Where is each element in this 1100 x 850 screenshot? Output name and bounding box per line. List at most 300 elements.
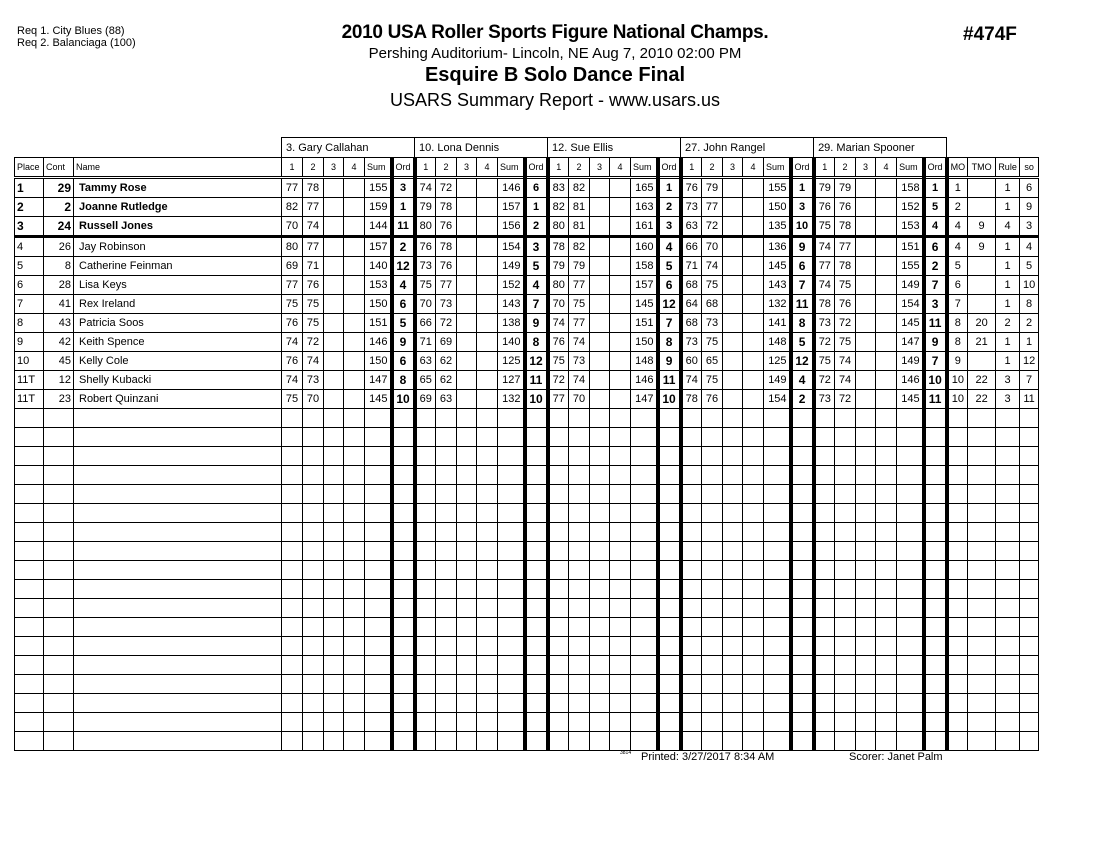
- score-1-cell: 76: [282, 352, 303, 371]
- score-4-cell: [743, 352, 764, 371]
- empty-cell: [723, 656, 743, 675]
- empty-cell: [548, 637, 569, 656]
- score-2-cell: 72: [436, 178, 457, 198]
- empty-cell: [631, 599, 658, 618]
- ordinal-cell: 5: [791, 333, 814, 352]
- spacer: [947, 138, 1039, 158]
- empty-cell: [723, 675, 743, 694]
- empty-cell: [723, 732, 743, 751]
- empty-cell: [344, 504, 365, 523]
- empty-cell: [743, 428, 764, 447]
- empty-cell: [590, 656, 610, 675]
- empty-cell: [74, 732, 282, 751]
- empty-cell: [947, 599, 968, 618]
- sum-cell: 151: [897, 237, 924, 257]
- score-3-cell: [324, 371, 344, 390]
- empty-cell: [996, 485, 1020, 504]
- score-4-cell: [876, 333, 897, 352]
- ordinal-cell: 10: [924, 371, 947, 390]
- score-2-cell: 82: [569, 237, 590, 257]
- empty-cell: [344, 599, 365, 618]
- empty-cell: [764, 732, 791, 751]
- empty-cell: [791, 504, 814, 523]
- mo-cell: 9: [947, 352, 968, 371]
- ordinal-cell: 3: [525, 237, 548, 257]
- empty-cell: [764, 713, 791, 732]
- ordinal-cell: 10: [392, 390, 415, 409]
- column-header-name: Name: [74, 158, 282, 178]
- empty-cell: [1020, 580, 1039, 599]
- empty-cell: [876, 580, 897, 599]
- empty-cell: [996, 732, 1020, 751]
- empty-cell: [610, 523, 631, 542]
- judge-name-header: 29. Marian Spooner: [814, 138, 947, 158]
- sum-cell: 150: [631, 333, 658, 352]
- empty-cell: [392, 580, 415, 599]
- sum-cell: 143: [498, 295, 525, 314]
- empty-cell: [303, 637, 324, 656]
- score-2-cell: 75: [303, 314, 324, 333]
- empty-cell: [968, 447, 996, 466]
- empty-cell: [947, 656, 968, 675]
- empty-cell: [392, 561, 415, 580]
- empty-cell: [856, 675, 876, 694]
- empty-cell: [415, 580, 436, 599]
- tmo-cell: 22: [968, 371, 996, 390]
- empty-cell: [436, 561, 457, 580]
- empty-cell: [74, 694, 282, 713]
- score-2-cell: 76: [303, 276, 324, 295]
- score-3-cell: [723, 390, 743, 409]
- column-header-ord: Ord: [525, 158, 548, 178]
- empty-cell: [44, 561, 74, 580]
- empty-cell: [702, 599, 723, 618]
- empty-cell: [856, 561, 876, 580]
- empty-cell: [658, 675, 681, 694]
- result-row: [15, 295, 1039, 314]
- empty-cell: [723, 409, 743, 428]
- score-3-cell: [856, 276, 876, 295]
- score-4-cell: [876, 276, 897, 295]
- empty-cell: [324, 694, 344, 713]
- empty-cell: [996, 504, 1020, 523]
- empty-cell: [658, 637, 681, 656]
- column-header-mo: MO: [947, 158, 968, 178]
- empty-cell: [548, 428, 569, 447]
- score-1-cell: 74: [814, 276, 835, 295]
- empty-cell: [415, 447, 436, 466]
- empty-cell: [610, 656, 631, 675]
- empty-cell: [702, 447, 723, 466]
- ordinal-cell: 11: [392, 217, 415, 237]
- event-number: #474F: [963, 24, 1017, 45]
- empty-cell: [436, 542, 457, 561]
- empty-cell: [392, 675, 415, 694]
- empty-cell: [44, 732, 74, 751]
- empty-cell: [74, 675, 282, 694]
- ordinal-cell: 6: [392, 295, 415, 314]
- report-code: 3814: [620, 750, 632, 756]
- score-1-cell: 72: [548, 371, 569, 390]
- empty-cell: [457, 409, 477, 428]
- ordinal-cell: 8: [791, 314, 814, 333]
- score-1-cell: 78: [548, 237, 569, 257]
- score-1-cell: 76: [548, 333, 569, 352]
- empty-cell: [569, 580, 590, 599]
- empty-cell: [924, 580, 947, 599]
- score-1-cell: 79: [415, 198, 436, 217]
- empty-cell: [344, 618, 365, 637]
- score-1-cell: 60: [681, 352, 702, 371]
- ordinal-cell: 12: [658, 295, 681, 314]
- judge-name-header: 10. Lona Dennis: [415, 138, 548, 158]
- empty-cell: [743, 466, 764, 485]
- sum-cell: 149: [498, 257, 525, 276]
- empty-cell: [415, 523, 436, 542]
- empty-cell: [365, 675, 392, 694]
- empty-cell: [947, 694, 968, 713]
- empty-cell: [924, 694, 947, 713]
- empty-cell: [569, 428, 590, 447]
- empty-cell: [791, 580, 814, 599]
- empty-cell: [590, 694, 610, 713]
- empty-cell: [457, 428, 477, 447]
- score-4-cell: [610, 314, 631, 333]
- empty-cell: [282, 561, 303, 580]
- empty-cell: [303, 656, 324, 675]
- empty-cell: [702, 732, 723, 751]
- score-3-cell: [723, 276, 743, 295]
- column-header-score: 2: [702, 158, 723, 178]
- empty-cell: [610, 580, 631, 599]
- contestant-number-cell: 23: [44, 390, 74, 409]
- empty-cell: [835, 523, 856, 542]
- sum-cell: 158: [897, 178, 924, 198]
- empty-cell: [743, 732, 764, 751]
- empty-row: [15, 732, 1039, 751]
- empty-cell: [835, 504, 856, 523]
- empty-row: [15, 466, 1039, 485]
- request-2: Req 2. Balanciaga (100): [17, 37, 136, 49]
- score-1-cell: 66: [681, 237, 702, 257]
- empty-cell: [365, 485, 392, 504]
- empty-cell: [835, 542, 856, 561]
- empty-cell: [702, 485, 723, 504]
- empty-cell: [702, 580, 723, 599]
- mo-cell: 10: [947, 390, 968, 409]
- empty-cell: [477, 599, 498, 618]
- empty-cell: [814, 675, 835, 694]
- judge-name-header: 3. Gary Callahan: [282, 138, 415, 158]
- empty-cell: [324, 504, 344, 523]
- empty-cell: [764, 675, 791, 694]
- empty-cell: [996, 523, 1020, 542]
- score-1-cell: 80: [282, 237, 303, 257]
- empty-cell: [344, 542, 365, 561]
- column-header-score: 1: [415, 158, 436, 178]
- score-1-cell: 68: [681, 276, 702, 295]
- score-3-cell: [723, 257, 743, 276]
- score-2-cell: 73: [702, 314, 723, 333]
- contestant-number-cell: 8: [44, 257, 74, 276]
- empty-cell: [876, 694, 897, 713]
- score-2-cell: 62: [436, 371, 457, 390]
- so-cell: 10: [1020, 276, 1039, 295]
- mo-cell: 6: [947, 276, 968, 295]
- empty-cell: [814, 580, 835, 599]
- skater-name-cell: Lisa Keys: [74, 276, 282, 295]
- result-row: [15, 314, 1039, 333]
- empty-cell: [344, 409, 365, 428]
- empty-cell: [498, 656, 525, 675]
- score-1-cell: 75: [814, 217, 835, 237]
- score-1-cell: 63: [415, 352, 436, 371]
- score-3-cell: [590, 198, 610, 217]
- empty-cell: [835, 599, 856, 618]
- empty-cell: [74, 485, 282, 504]
- empty-cell: [743, 637, 764, 656]
- empty-cell: [996, 466, 1020, 485]
- empty-cell: [548, 656, 569, 675]
- empty-cell: [723, 580, 743, 599]
- empty-cell: [344, 580, 365, 599]
- empty-cell: [631, 618, 658, 637]
- empty-cell: [702, 561, 723, 580]
- tmo-cell: 21: [968, 333, 996, 352]
- empty-cell: [924, 599, 947, 618]
- empty-cell: [324, 485, 344, 504]
- empty-cell: [702, 466, 723, 485]
- empty-cell: [303, 618, 324, 637]
- sum-cell: 127: [498, 371, 525, 390]
- sum-cell: 146: [365, 333, 392, 352]
- sum-cell: 136: [764, 237, 791, 257]
- score-4-cell: [344, 314, 365, 333]
- empty-row: [15, 409, 1039, 428]
- empty-cell: [968, 732, 996, 751]
- result-row: [15, 352, 1039, 371]
- score-2-cell: 76: [436, 217, 457, 237]
- ordinal-cell: 5: [658, 257, 681, 276]
- empty-cell: [324, 637, 344, 656]
- ordinal-cell: 11: [525, 371, 548, 390]
- sum-cell: 155: [764, 178, 791, 198]
- empty-cell: [814, 485, 835, 504]
- score-2-cell: 70: [569, 390, 590, 409]
- score-2-cell: 62: [436, 352, 457, 371]
- sum-cell: 132: [764, 295, 791, 314]
- score-2-cell: 79: [835, 178, 856, 198]
- column-header-score: 1: [814, 158, 835, 178]
- empty-cell: [835, 732, 856, 751]
- score-2-cell: 75: [835, 333, 856, 352]
- empty-cell: [74, 561, 282, 580]
- empty-cell: [876, 447, 897, 466]
- empty-cell: [968, 656, 996, 675]
- empty-cell: [457, 732, 477, 751]
- empty-cell: [477, 523, 498, 542]
- score-3-cell: [324, 237, 344, 257]
- empty-cell: [968, 637, 996, 656]
- ordinal-cell: 4: [525, 276, 548, 295]
- empty-cell: [324, 713, 344, 732]
- sum-cell: 125: [498, 352, 525, 371]
- empty-cell: [15, 523, 44, 542]
- score-2-cell: 79: [702, 178, 723, 198]
- empty-cell: [835, 637, 856, 656]
- mo-cell: 4: [947, 217, 968, 237]
- empty-row: [15, 428, 1039, 447]
- empty-cell: [631, 580, 658, 599]
- score-4-cell: [477, 217, 498, 237]
- empty-cell: [415, 599, 436, 618]
- score-2-cell: 77: [303, 198, 324, 217]
- score-4-cell: [610, 371, 631, 390]
- scorer-name: Scorer: Janet Palm: [849, 751, 943, 763]
- score-4-cell: [743, 257, 764, 276]
- score-3-cell: [324, 257, 344, 276]
- empty-cell: [996, 675, 1020, 694]
- sum-cell: 145: [764, 257, 791, 276]
- sum-cell: 138: [498, 314, 525, 333]
- empty-cell: [569, 618, 590, 637]
- sum-cell: 146: [631, 371, 658, 390]
- empty-cell: [44, 713, 74, 732]
- skater-name-cell: Catherine Feinman: [74, 257, 282, 276]
- empty-cell: [791, 561, 814, 580]
- ordinal-cell: 12: [525, 352, 548, 371]
- empty-cell: [856, 732, 876, 751]
- place-cell: 11T: [15, 390, 44, 409]
- empty-cell: [947, 447, 968, 466]
- empty-cell: [764, 599, 791, 618]
- empty-cell: [344, 428, 365, 447]
- empty-cell: [924, 656, 947, 675]
- sum-cell: 151: [365, 314, 392, 333]
- empty-cell: [74, 599, 282, 618]
- empty-cell: [996, 599, 1020, 618]
- score-4-cell: [743, 217, 764, 237]
- score-2-cell: 77: [569, 276, 590, 295]
- skater-name-cell: Russell Jones: [74, 217, 282, 237]
- score-3-cell: [590, 314, 610, 333]
- empty-cell: [924, 409, 947, 428]
- empty-cell: [968, 599, 996, 618]
- empty-cell: [282, 485, 303, 504]
- empty-cell: [365, 656, 392, 675]
- result-row: [15, 178, 1039, 198]
- empty-cell: [968, 713, 996, 732]
- empty-cell: [365, 637, 392, 656]
- score-4-cell: [610, 237, 631, 257]
- empty-cell: [681, 409, 702, 428]
- empty-cell: [392, 713, 415, 732]
- empty-cell: [457, 485, 477, 504]
- empty-cell: [15, 504, 44, 523]
- score-1-cell: 78: [814, 295, 835, 314]
- empty-cell: [74, 637, 282, 656]
- score-3-cell: [590, 333, 610, 352]
- score-1-cell: 74: [282, 371, 303, 390]
- sum-cell: 151: [631, 314, 658, 333]
- place-cell: 2: [15, 198, 44, 217]
- score-1-cell: 83: [548, 178, 569, 198]
- empty-cell: [835, 580, 856, 599]
- empty-cell: [498, 523, 525, 542]
- column-header-sum: Sum: [897, 158, 924, 178]
- score-3-cell: [324, 276, 344, 295]
- score-3-cell: [457, 390, 477, 409]
- empty-cell: [658, 599, 681, 618]
- sum-cell: 146: [498, 178, 525, 198]
- empty-cell: [15, 561, 44, 580]
- score-3-cell: [324, 178, 344, 198]
- empty-cell: [1020, 447, 1039, 466]
- column-header-score: 1: [681, 158, 702, 178]
- ordinal-cell: 10: [658, 390, 681, 409]
- sum-cell: 145: [631, 295, 658, 314]
- sum-cell: 140: [365, 257, 392, 276]
- empty-cell: [525, 618, 548, 637]
- result-row: [15, 257, 1039, 276]
- empty-cell: [498, 428, 525, 447]
- empty-cell: [791, 428, 814, 447]
- column-header-score: 1: [548, 158, 569, 178]
- empty-cell: [631, 523, 658, 542]
- empty-cell: [282, 713, 303, 732]
- empty-cell: [791, 466, 814, 485]
- empty-cell: [498, 694, 525, 713]
- empty-cell: [282, 409, 303, 428]
- so-cell: 3: [1020, 217, 1039, 237]
- score-3-cell: [723, 178, 743, 198]
- empty-cell: [44, 618, 74, 637]
- score-4-cell: [610, 276, 631, 295]
- rule-cell: 3: [996, 390, 1020, 409]
- sum-cell: 149: [764, 371, 791, 390]
- so-cell: 6: [1020, 178, 1039, 198]
- empty-cell: [303, 466, 324, 485]
- empty-cell: [415, 466, 436, 485]
- empty-cell: [764, 466, 791, 485]
- column-header-sum: Sum: [365, 158, 392, 178]
- ordinal-cell: 6: [525, 178, 548, 198]
- contestant-number-cell: 42: [44, 333, 74, 352]
- empty-cell: [1020, 618, 1039, 637]
- empty-cell: [548, 732, 569, 751]
- score-2-cell: 71: [303, 257, 324, 276]
- empty-cell: [814, 618, 835, 637]
- empty-cell: [498, 542, 525, 561]
- empty-cell: [876, 599, 897, 618]
- mo-cell: 8: [947, 333, 968, 352]
- empty-cell: [814, 713, 835, 732]
- column-header-score: 2: [569, 158, 590, 178]
- request-1: Req 1. City Blues (88): [17, 25, 125, 37]
- contestant-number-cell: 2: [44, 198, 74, 217]
- sum-cell: 160: [631, 237, 658, 257]
- empty-cell: [569, 409, 590, 428]
- empty-cell: [814, 428, 835, 447]
- score-1-cell: 76: [415, 237, 436, 257]
- so-cell: 11: [1020, 390, 1039, 409]
- score-3-cell: [457, 314, 477, 333]
- empty-cell: [924, 637, 947, 656]
- empty-cell: [968, 523, 996, 542]
- score-2-cell: 78: [835, 217, 856, 237]
- ordinal-cell: 7: [924, 352, 947, 371]
- empty-cell: [415, 713, 436, 732]
